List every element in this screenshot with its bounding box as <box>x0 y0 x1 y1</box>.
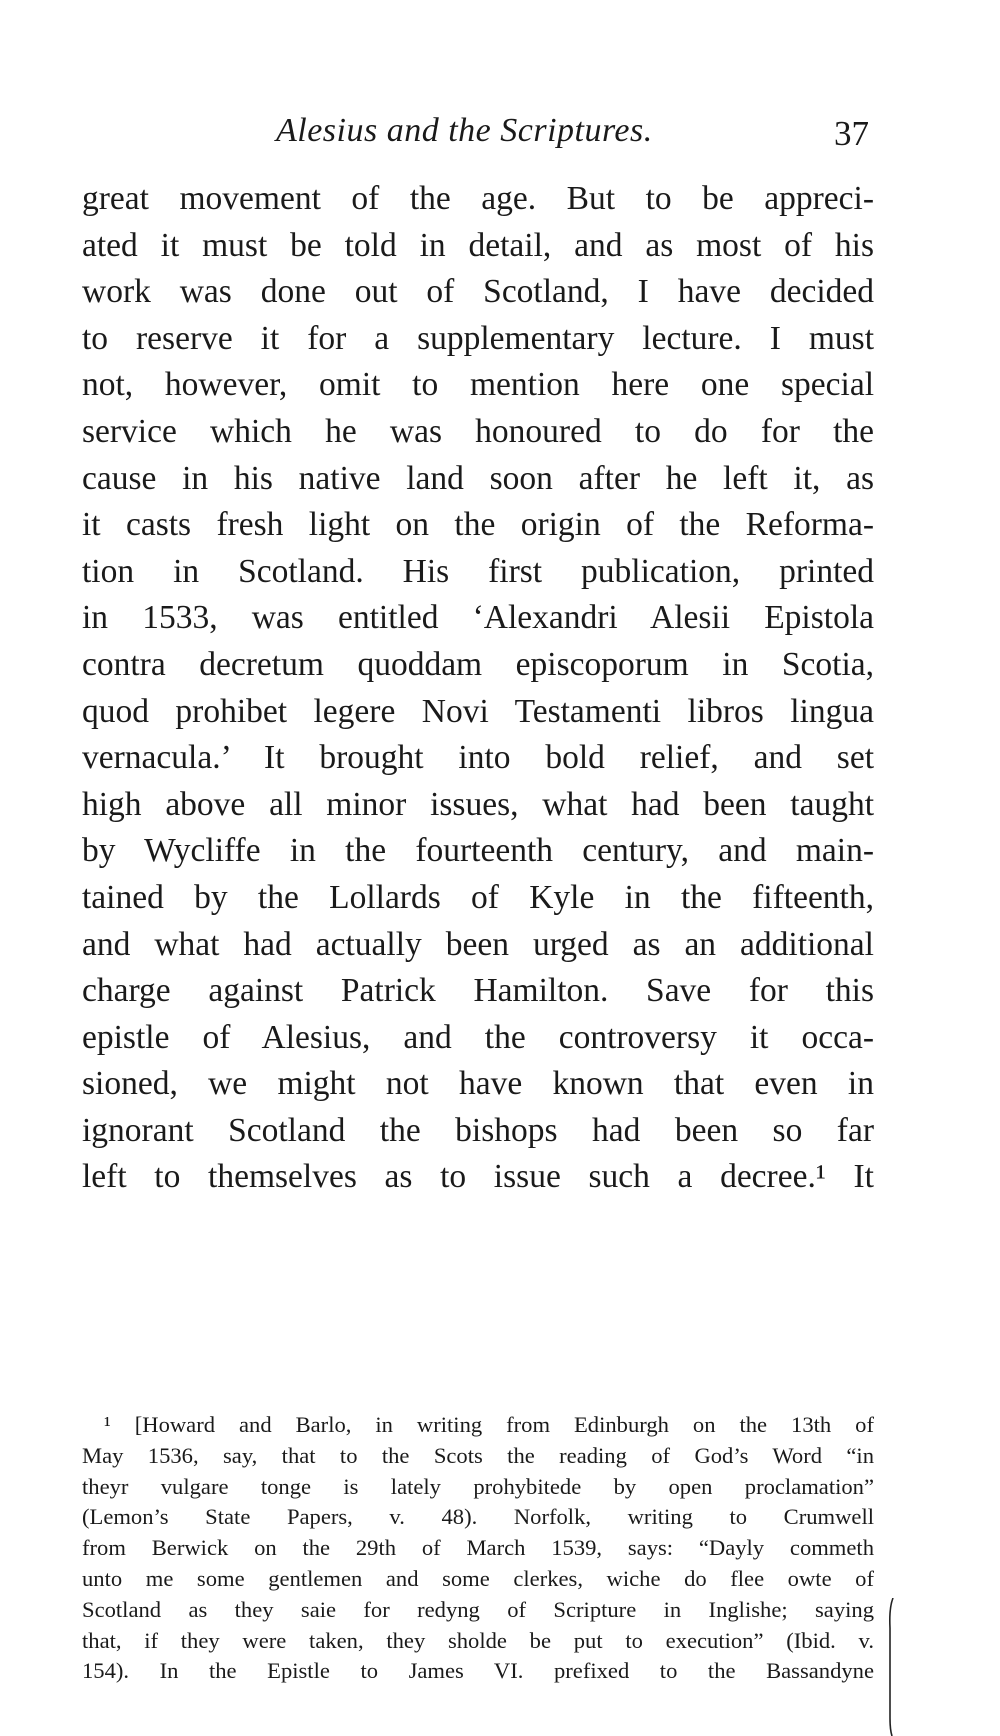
body-line: tained by the Lollards of Kyle in the fifteenth, <box>82 878 874 916</box>
body-line: charge against Patrick Hamilton. Save for this <box>82 972 874 1010</box>
footnote-line: May 1536, say, that to the Scots the reading of God’s Word “in <box>82 1442 874 1468</box>
footnote-line: ¹ [Howard and Barlo, in writing from Edinburgh on the 13th of <box>104 1412 874 1437</box>
body-line: vernacula.’ It brought into bold relief, and set <box>82 739 874 777</box>
footnote-line: theyr vulgare tonge is lately prohybitede by open proclamation” <box>82 1473 874 1499</box>
margin-bracket-mark <box>888 1598 894 1736</box>
body-line: great movement of the age. But to be appreci- <box>82 180 874 217</box>
body-line: it casts fresh light on the origin of the Reforma- <box>82 506 874 544</box>
body-paragraph <box>82 176 874 1201</box>
footnote-line: 154). In the Epistle to James VI. prefixed to the Bassandyne <box>82 1658 874 1684</box>
footnote-line: (Lemon’s State Papers, v. 48). Norfolk, writing to Crumwell <box>82 1504 874 1530</box>
body-line: contra decretum quoddam episcoporum in Scotia, <box>82 645 874 683</box>
footnote-line: from Berwick on the 29th of March 1539, says: “Dayly commeth <box>82 1535 874 1561</box>
body-line: left to themselves as to issue such a decree.¹ It <box>82 1158 874 1196</box>
body-line: not, however, omit to mention here one special <box>82 366 874 404</box>
footnote-line: unto me some gentlemen and some clerkes, wiche do flee owte of <box>82 1565 874 1591</box>
body-line: to reserve it for a supplementary lecture. I must <box>82 319 874 357</box>
body-line: service which he was honoured to do for the <box>82 412 874 450</box>
running-head <box>0 112 1000 162</box>
page-number: 37 <box>834 114 869 153</box>
body-line: by Wycliffe in the fourteenth century, and main- <box>82 832 874 870</box>
footnote <box>82 1410 874 1687</box>
body-line: ignorant Scotland the bishops had been so far <box>82 1111 874 1149</box>
body-line: quod prohibet legere Novi Testamenti libros lingua <box>82 692 874 730</box>
footnote-line: Scotland as they saie for redyng of Scripture in Inglishe; saying <box>82 1596 874 1622</box>
body-line: in 1533, was entitled ‘Alexandri Alesii Epistola <box>82 599 874 637</box>
body-line: cause in his native land soon after he left it, as <box>82 459 874 497</box>
body-line: ated it must be told in detail, and as most of his <box>82 226 874 264</box>
body-line: and what had actually been urged as an additional <box>82 925 874 963</box>
running-title: Alesius and the Scriptures. <box>276 112 653 149</box>
body-line: work was done out of Scotland, I have decided <box>82 273 874 311</box>
body-line: tion in Scotland. His first publication, printed <box>82 552 874 590</box>
body-line: epistle of Alesius, and the controversy it occa- <box>82 1018 874 1056</box>
footnote-line: that, if they were taken, they sholde be put to execution” (Ibid. v. <box>82 1627 874 1653</box>
body-line: sioned, we might not have known that even in <box>82 1065 874 1103</box>
body-line: high above all minor issues, what had been taught <box>82 785 874 823</box>
